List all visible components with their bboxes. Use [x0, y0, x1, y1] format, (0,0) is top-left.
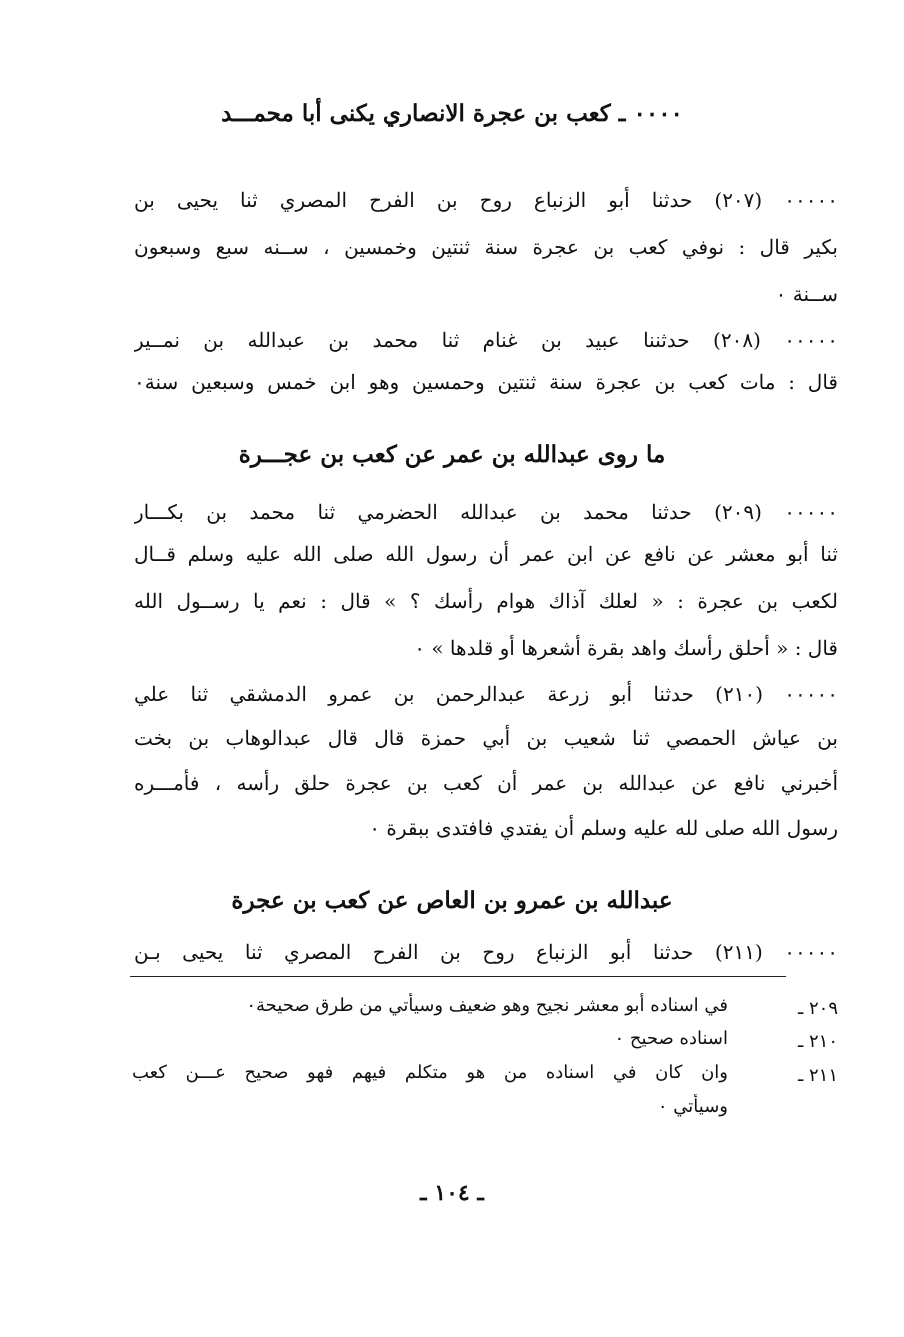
page-number: ـ ١٠٤ ـ: [420, 1180, 484, 1206]
footnote-209-text: في اسناده أبو معشر نجيح وهو ضعيف وسيأتي من طرق صحيحة٠: [246, 995, 728, 1016]
hadith-208-line-1: ٠٠٠٠٠ (٢٠٨) حدثننا عبيد بن غنام ثنا محمد بن عبدالله بن نمــير: [134, 328, 838, 352]
hadith-209-line-1: ٠٠٠٠٠ (٢٠٩) حدثنا محمد بن عبدالله الحضرمي ثنا محمد بن بكـــار: [134, 500, 838, 524]
hadith-209-line-2: ثنا أبو معشر عن نافع عن ابن عمر أن رسول الله صلى الله عليه وسلم قــال: [134, 542, 838, 566]
footnote-211-number: ٢١١ ـ: [797, 1065, 838, 1086]
footnote-211-text-continued: وسيأتي ٠: [657, 1096, 728, 1117]
hadith-207-line-2: بكير قال : نوفي كعب بن عجرة سنة ثنتين وخمسين ، ســنه سبع وسبعون: [134, 235, 838, 259]
hadith-210-line-2: بن عياش الحمصي ثنا شعيب بن أبي حمزة قال قال عبدالوهاب بن بخت: [134, 726, 838, 750]
footnote-separator: [130, 976, 786, 977]
hadith-207-line-3: ســنة ٠: [775, 282, 838, 306]
footnote-209-number: ٢٠٩ ـ: [797, 998, 838, 1019]
hadith-207-line-1: ٠٠٠٠٠ (٢٠٧) حدثنا أبو الزنباع روح بن الفرح المصري ثنا يحيى بن: [134, 188, 838, 212]
hadith-211-line-1: ٠٠٠٠٠ (٢١١) حدثنا أبو الزنباع روح بن الفرح المصري ثنا يحيى بـن: [134, 940, 838, 964]
section-title: ٠٠٠٠ ـ كعب بن عجرة الانصاري يكنى أبا محمـــد: [221, 100, 683, 127]
hadith-208-line-2: قال : مات كعب بن عجرة سنة ثنتين وحمسين وهو ابن خمس وسبعين سنة٠: [134, 370, 838, 394]
hadith-209-line-4: قال : « أحلق رأسك واهد بقرة أشعرها أو قلدها » ٠: [414, 636, 838, 660]
hadith-210-line-4: رسول الله صلى لله عليه وسلم أن يفتدي فافتدى ببقرة ٠: [369, 816, 838, 840]
hadith-210-line-3: أخبرني نافع عن عبدالله بن عمر أن كعب بن عجرة حلق رأسه ، فأمـــره: [134, 771, 838, 795]
footnote-210-number: ٢١٠ ـ: [797, 1031, 838, 1052]
hadith-209-line-3: لكعب بن عجرة : « لعلك آذاك هوام رأسك ؟ » قال : نعم يا رســول الله: [134, 589, 838, 613]
hadith-210-line-1: ٠٠٠٠٠ (٢١٠) حدثنا أبو زرعة عبدالرحمن بن عمرو الدمشقي ثنا علي: [134, 682, 838, 706]
subheading-ibn-amr: عبدالله بن عمرو بن العاص عن كعب بن عجرة: [231, 887, 673, 914]
subheading-ibn-umar: ما روى عبدالله بن عمر عن كعب بن عجـــرة: [238, 441, 666, 468]
footnote-211-text: وان كان في اسناده من هو متكلم فيهم فهو صحيح عـــن كعب: [132, 1062, 728, 1083]
footnote-210-text: اسناده صحيح ٠: [614, 1028, 728, 1049]
